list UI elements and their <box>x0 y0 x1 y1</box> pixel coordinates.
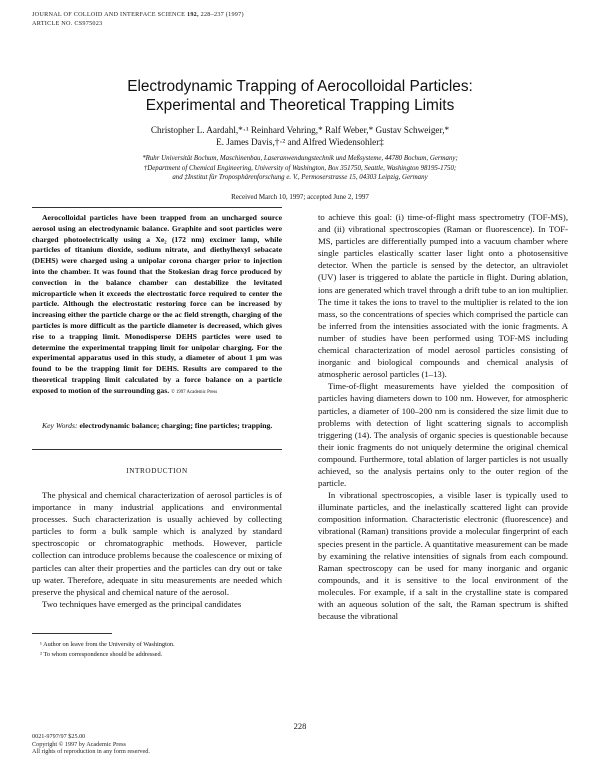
abstract-top-rule <box>32 207 282 208</box>
affiliations <box>40 154 560 183</box>
paragraph: The physical and chemical characterization of aerosol particles is of importance in many industrial applications and environmental processes. Such characterization is usually achieved by collecting particles to form a bulk sample which is analyzed by standard spectroscopic or chromatographic methods. However, particle collection can introduce problems because the coalescence or mixing of particles can alter their properties and the particles can dry out or take up water. Therefore, adequate in situ measurements are needed which preserve the physical and chemical nature of the aerosol. <box>32 490 282 597</box>
abstract <box>32 213 282 399</box>
received-date: Received March 10, 1997; accepted June 2, 1997 <box>231 193 369 201</box>
article-number: ARTICLE NO. CS975023 <box>32 19 103 27</box>
journal-citation <box>32 11 244 20</box>
paper-title <box>40 77 560 115</box>
issn-price: 0021-9797/97 $25.00 <box>32 733 86 740</box>
authors-line-2: E. James Davis,†·² and Alfred Wiedensohler‡ <box>216 137 384 147</box>
journal-volume: 192, <box>186 11 199 18</box>
keywords <box>32 421 282 432</box>
affiliation-2: †Department of Chemical Engineering, University of Washington, Box 351750, Seattle, Washington 98195-1750; <box>143 164 457 172</box>
paragraph: Time-of-flight measurements have yielded the composition of particles having diameters down to 100 nm. However, for atmospheric particles, a diameter of 100–200 nm is considered the size limit due to problems with detection of light scattering signals to accomplish triggering (14). The analysis of organic species is questionable because their ionic fragments do not uniquely determine the original chemical compound. Furthermore, total ablation of larger particles is not usually achieved, so the analysis pertains only to the outer region of the particle. <box>318 381 568 489</box>
paragraph: In vibrational spectroscopies, a visible laser is typically used to illuminate particles, and the inelastically scattered light can provide composition information. Characteristic electronic (fluorescence) and vibrational (Raman) transitions provide a molecular fingerprint of each species present in the particle. A quantitative measurement can be made by examining the relative intensities of signals from each compound. Raman spectroscopy can be used for many inorganic and organic compounds, and it is sensitive to the local environment of the molecules. For example, if a salt in the crystalline state is compared with an aqueous solution of the salt, the Raman spectrum is shifted because the vibrational <box>318 490 568 622</box>
authors-line-1: Christopher L. Aardahl,*·¹ Reinhard Vehring,* Ralf Weber,* Gustav Schweiger,* <box>150 125 450 135</box>
keywords-text: electrodynamic balance; charging; fine particles; trapping. <box>77 421 273 430</box>
keywords-label: Key Words: <box>42 421 78 430</box>
abstract-text: Aerocolloidal particles have been trapped from an uncharged source aerosol using an electrodynamic balance. Graphite and soot particles were charged photoelectrically using a Xe₂ (172 nm) excimer lamp, while particles of titanium dioxide, sodium nitrate, and diethylhexyl sebacate (DEHS) were charged using a unipolar corona charger prior to injection into the chamber. It was found that the Stokesian drag force produced by convection in the balance chamber can destabilize the levitated microparticle when it exceeds the electrostatic force required to center the particle. Although the electrostatic restoring force can be increased by increasing either the particle charge or the ac field strength, charging of the particles is more difficult as the particle diameter is decreased, which gives rise to a trapping limit. Monodisperse DEHS particles were used to determine the experimental trapping limit for unipolar charging. For the experimental apparatus used in this study, a diameter of about 1 μm was found to be the trapping limit for DEHS. Results are compared to the theoretical trapping limit calculated by a force balance on a particle exposed to motion of the surrounding gas. <box>32 213 282 395</box>
affiliation-3: and ‡Institut für Troposphärenforschung e. V., Permoserstrasse 15, 04303 Leipzig, Germany <box>172 174 428 182</box>
footnote-1: ¹ Author on leave from the University of Washington. <box>40 641 175 648</box>
affiliation-1: *Ruhr Universität Bochum, Maschinenbau, Laseranwendungstechnik und Meßsysteme, 44780 Bochum, Germany; <box>142 155 458 162</box>
footnotes <box>32 640 282 659</box>
introduction-heading: INTRODUCTION <box>126 467 188 475</box>
footnote-rule <box>32 633 112 634</box>
right-column-body <box>318 211 568 622</box>
journal-header <box>32 11 244 28</box>
journal-pages: 228–237 (1997) <box>200 11 244 18</box>
paragraph: to achieve this goal: (i) time-of-flight mass spectrometry (TOF-MS), and (ii) vibrational spectroscopies (Raman or fluorescence). In TOF-MS, particles are differentially pumped into a vacuum chamber where single particles elastically scatter laser light onto a photosensitive detector. When the particle is sensed by the detector, an ultraviolet (UV) laser is triggered to ablate the particle in flight. During ablation, ions are generated which travel through a drift tube to an ion multiplier. The time it takes the ions to travel to the multiplier is related to the ion mass, so the concentrations of species which comprised the particle can be inferred from the intensities associated with the ionic fragments. A number of studies have been performed using TOF-MS including chemical characterization of model aerosol particles consisting of inorganic and biological compounds and chemical analysis of atmospheric aerosol particles (1–13). <box>318 212 568 380</box>
footnote-2: ² To whom correspondence should be addressed. <box>40 650 163 658</box>
journal-name: JOURNAL OF COLLOID AND INTERFACE SCIENCE <box>32 11 186 18</box>
copyright-line: Copyright © 1997 by Academic Press <box>32 740 126 748</box>
left-column-body <box>32 489 282 610</box>
page-number: 228 <box>293 721 307 731</box>
rights-line: All rights of reproduction in any form reserved. <box>32 748 150 756</box>
abstract-bottom-rule <box>32 449 282 450</box>
paragraph: Two techniques have emerged as the principal candidates <box>42 598 242 609</box>
title-line-1: Electrodynamic Trapping of Aerocolloidal Particles: <box>127 78 473 95</box>
abstract-copyright: © 1997 Academic Press <box>171 389 218 395</box>
copyright-block <box>32 733 150 756</box>
title-line-2: Experimental and Theoretical Trapping Limits <box>145 97 455 114</box>
author-list <box>40 124 560 148</box>
